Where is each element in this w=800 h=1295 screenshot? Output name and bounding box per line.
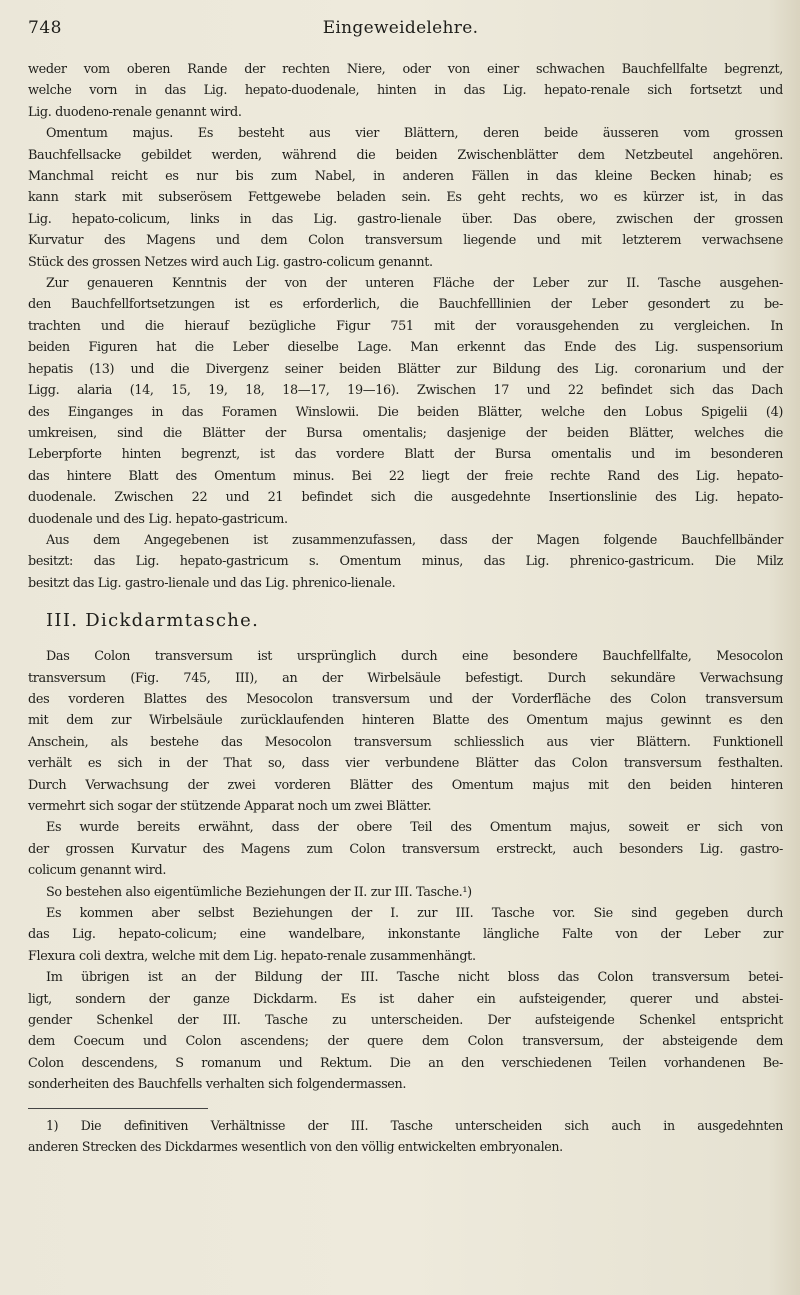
paragraph xyxy=(28,530,783,594)
text-line: des Einganges in das Foramen Winslowii. Die beiden Blätter, welche den Lobus Spigelii (4) xyxy=(28,404,783,420)
text-line: transversum (Fig. 745, III), an der Wirbelsäule befestigt. Durch sekundäre Verwachsung xyxy=(28,670,783,686)
text-line: trachten und die hierauf bezügliche Figur 751 mit der vorausgehenden zu vergleichen. In xyxy=(28,318,783,334)
text-line: Flexura coli dextra, welche mit dem Lig. hepato-renale zusammenhängt. xyxy=(28,948,476,964)
text-line: Kurvatur des Magens und dem Colon transversum liegende und mit letzterem verwachsene xyxy=(28,233,783,249)
text-line: Durch Verwachsung der zwei vorderen Blätter des Omentum majus mit den beiden hinteren xyxy=(28,777,783,793)
text-line: ligt, sondern der ganze Dickdarm. Es ist daher ein aufsteigender, querer und abstei- xyxy=(28,991,783,1007)
text-line: duodenale. Zwischen 22 und 21 befindet sich die ausgedehnte Insertionslinie des Lig. hepato- xyxy=(28,490,783,506)
paragraph xyxy=(28,59,783,123)
text-line: den Bauchfellfortsetzungen ist es erforderlich, die Bauchfelllinien der Leber gesondert zu be- xyxy=(28,297,783,313)
text-line: Es kommen aber selbst Beziehungen der I. zur III. Tasche vor. Sie sind gegeben durch xyxy=(46,906,783,922)
text-line: Aus dem Angegebenen ist zusammenzufassen, dass der Magen folgende Bauchfellbänder xyxy=(46,532,783,548)
text-line: verhält es sich in der That so, dass vier verbundene Blätter das Colon transversum festhalten. xyxy=(28,756,783,772)
text-line: Ligg. alaria (14, 15, 19, 18, 18—17, 19—16). Zwischen 17 und 22 befindet sich das Dach xyxy=(28,383,783,399)
text-line: das hintere Blatt des Omentum minus. Bei 22 liegt der freie rechte Rand des Lig. hepato- xyxy=(28,468,783,484)
text-line: Es wurde bereits erwähnt, dass der obere Teil des Omentum majus, soweit er sich von xyxy=(46,820,783,836)
text-line: des vorderen Blattes des Mesocolon transversum und der Vorderfläche des Colon transversum xyxy=(28,691,783,707)
text-line: besitzt das Lig. gastro-lienale und das Lig. phrenico-lienale. xyxy=(28,575,396,591)
footnote-divider xyxy=(28,1108,208,1109)
text-line: colicum genannt wird. xyxy=(28,863,167,879)
paragraph xyxy=(28,882,783,903)
text-line: welche vorn in das Lig. hepato-duodenale, hinten in das Lig. hepato-renale sich fortsetzt und xyxy=(28,83,783,99)
text-line: Bauchfellsacke gebildet werden, während die beiden Zwischenblätter dem Netzbeutel angehören. xyxy=(28,147,783,163)
paragraph xyxy=(28,903,783,967)
paragraph xyxy=(28,273,783,530)
footnote-line: 1) Die definitiven Verhältnisse der III. Tasche unterscheiden sich auch in ausgedehnten xyxy=(46,1117,783,1133)
paragraph xyxy=(28,817,783,881)
text-line: Colon descendens, S romanum und Rektum. Die an den verschiedenen Teilen vorhandenen Be- xyxy=(28,1055,783,1071)
text-line: beiden Figuren hat die Leber dieselbe Lage. Man erkennt das Ende des Lig. suspensorium xyxy=(28,340,783,356)
paragraph xyxy=(28,123,783,273)
text-line: vermehrt sich sogar der stützende Apparat noch um zwei Blätter. xyxy=(28,799,432,814)
text-line: umkreisen, sind die Blätter der Bursa omentalis; dasjenige der beiden Blätter, welches die xyxy=(28,425,783,441)
text-line: Lig. duodeno-renale genannt wird. xyxy=(28,104,242,120)
body-text xyxy=(28,59,783,1158)
text-line: duodenale und des Lig. hepato-gastricum. xyxy=(28,511,288,527)
page-header xyxy=(28,18,773,46)
text-line: Das Colon transversum ist ursprünglich durch eine besondere Bauchfellfalte, Mesocolon xyxy=(46,649,783,665)
text-line: weder vom oberen Rande der rechten Niere, oder von einer schwachen Bauchfellfalte begrenzt, xyxy=(28,62,783,77)
text-line: Stück des grossen Netzes wird auch Lig. gastro-colicum genannt. xyxy=(28,254,433,270)
text-line: mit dem zur Wirbelsäule zurücklaufenden hinteren Blatte des Omentum majus gewinnt es den xyxy=(28,713,783,729)
text-line: hepatis (13) und die Divergenz seiner beiden Blätter zur Bildung des Lig. coronarium und der xyxy=(28,361,783,377)
text-line: der grossen Kurvatur des Magens zum Colon transversum erstreckt, auch besonders Lig. gastro- xyxy=(28,841,783,857)
text-line: Omentum majus. Es besteht aus vier Blättern, deren beide äusseren vom grossen xyxy=(46,126,783,142)
paragraph xyxy=(28,967,783,1095)
page-number: 748 xyxy=(28,18,62,38)
footnote-line: anderen Strecken des Dickdarmes wesentlich von den völlig entwickelten embryonalen. xyxy=(28,1139,563,1155)
text-line: sonderheiten des Bauchfells verhalten sich folgendermassen. xyxy=(28,1077,407,1093)
text-line: gender Schenkel der III. Tasche zu unterscheiden. Der aufsteigende Schenkel entspricht xyxy=(28,1013,783,1029)
text-line: besitzt: das Lig. hepato-gastricum s. Omentum minus, das Lig. phrenico-gastricum. Die Milz xyxy=(28,554,783,570)
running-title: Eingeweidelehre. xyxy=(322,18,479,38)
text-line: Leberpforte hinten begrenzt, ist das vordere Blatt der Bursa omentalis und im besonderen xyxy=(28,447,783,463)
text-line: dem Coecum und Colon ascendens; der quere dem Colon transversum, der absteigende dem xyxy=(28,1034,783,1050)
paragraph xyxy=(28,646,783,817)
text-line: das Lig. hepato-colicum; eine wandelbare, inkonstante längliche Falte von der Leber zur xyxy=(28,927,783,943)
text-line: Lig. hepato-colicum, links in das Lig. gastro-lienale über. Das obere, zwischen der grossen xyxy=(28,211,783,227)
text-line: kann stark mit subserösem Fettgewebe beladen sein. Es geht rechts, wo es kürzer ist, in das xyxy=(28,190,783,206)
section-heading: III. Dickdarmtasche. xyxy=(46,610,260,632)
text-line: Anschein, als bestehe das Mesocolon transversum schliesslich aus vier Blättern. Funktionell xyxy=(28,734,783,750)
text-line: Manchmal reicht es nur bis zum Nabel, in anderen Fällen in das kleine Becken hinab; es xyxy=(28,169,783,185)
text-line: So bestehen also eigentümliche Beziehungen der II. zur III. Tasche.¹) xyxy=(46,884,472,900)
text-line: Zur genaueren Kenntnis der von der unteren Fläche der Leber zur II. Tasche ausgehen- xyxy=(46,276,783,292)
footnote xyxy=(28,1115,783,1158)
text-line: Im übrigen ist an der Bildung der III. Tasche nicht bloss das Colon transversum betei- xyxy=(46,970,783,986)
